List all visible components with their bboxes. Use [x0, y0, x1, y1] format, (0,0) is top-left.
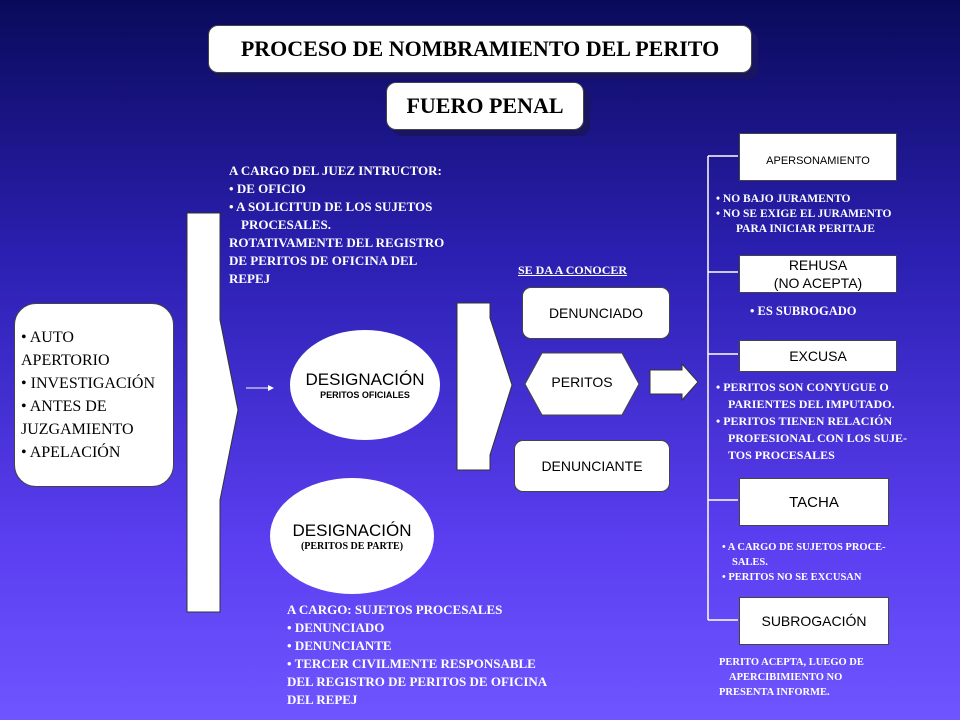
- stage-apelacion: • APELACIÓN: [21, 441, 161, 464]
- excusa-note: TOS PROCESALES: [728, 448, 835, 462]
- stage-antes-juzgamiento: • ANTES DE JUZGAMIENTO: [21, 395, 151, 441]
- left-stages-box: [14, 303, 174, 487]
- excusa-note: PROFESIONAL CON LOS SUJE-: [728, 431, 908, 445]
- designacion-oficial-sub: PERITOS OFICIALES: [320, 390, 410, 400]
- subrogacion-notes: [719, 655, 864, 700]
- subrogacion-box: [739, 597, 889, 645]
- top-note-item: • DE OFICIO: [229, 180, 519, 198]
- top-note-line: DE PERITOS DE OFICINA DEL: [229, 253, 418, 268]
- bottom-note-heading: A CARGO: SUJETOS PROCESALES: [287, 602, 503, 617]
- bottom-note-item: • TERCER CIVILMENTE RESPONSABLE: [287, 655, 627, 673]
- top-note-item: • A SOLICITUD DE LOS SUJETOS: [229, 198, 519, 216]
- excusa-note: • PERITOS TIENEN RELACIÓN: [716, 413, 907, 430]
- rehusa-sublabel: (NO ACEPTA): [773, 275, 863, 291]
- designacion-parte-sub: (PERITOS DE PARTE): [300, 540, 404, 552]
- denunciado-label: DENUNCIADO: [548, 305, 644, 321]
- page-subtitle: FUERO PENAL: [406, 93, 564, 118]
- peritos-arrow: [650, 364, 698, 400]
- excusa-note: • PERITOS SON CONYUGUE O: [716, 379, 907, 396]
- excusa-box: [739, 340, 897, 372]
- peritos-label: PERITOS: [551, 374, 613, 390]
- subrogacion-note: PERITO ACEPTA, LUEGO DE: [719, 657, 864, 668]
- bottom-note-line: DEL REGISTRO DE PERITOS DE OFICINA: [287, 674, 548, 689]
- rehusa-note: [750, 304, 857, 319]
- subrogacion-note: PRESENTA INFORME.: [719, 687, 830, 698]
- middle-bracket-shape: [457, 303, 512, 470]
- tacha-label: TACHA: [789, 493, 839, 511]
- denunciante-label: DENUNCIANTE: [541, 458, 643, 474]
- top-note-line: REPEJ: [229, 271, 271, 286]
- excusa-label: EXCUSA: [789, 348, 847, 364]
- stage-investigacion: • INVESTIGACIÓN: [21, 372, 161, 395]
- tacha-notes: [722, 540, 886, 585]
- bottom-note-item: • DENUNCIANTE: [287, 637, 627, 655]
- rehusa-note-text: • ES SUBROGADO: [750, 304, 857, 319]
- apersonamiento-note: • NO BAJO JURAMENTO: [716, 192, 891, 207]
- tacha-note: • PERITOS NO SE EXCUSAN: [722, 570, 886, 585]
- designacion-parte-node: [270, 478, 434, 594]
- apersonamiento-box: [739, 133, 897, 181]
- top-note-heading: A CARGO DEL JUEZ INTRUCTOR:: [229, 163, 442, 178]
- excusa-note: PARIENTES DEL IMPUTADO.: [728, 397, 895, 411]
- excusa-notes: [716, 379, 907, 464]
- tacha-box: [739, 478, 889, 526]
- bottom-note-line: DEL REPEJ: [287, 692, 358, 707]
- tacha-note: • A CARGO DE SUJETOS PROCE-: [722, 540, 886, 555]
- tacha-note: SALES.: [732, 557, 768, 568]
- subrogacion-note: APERCIBIMIENTO NO: [729, 672, 843, 683]
- designacion-parte-title: DESIGNACIÓN: [292, 520, 412, 540]
- stage-auto-apertorio: • AUTO APERTORIO: [21, 326, 161, 372]
- top-note-line: ROTATIVAMENTE DEL REGISTRO: [229, 235, 445, 250]
- bottom-note-item: • DENUNCIADO: [287, 619, 627, 637]
- top-note: [229, 162, 519, 288]
- apersonamiento-label: APERSONAMIENTO: [766, 155, 870, 167]
- rehusa-box: [739, 255, 897, 293]
- top-note-item: PROCESALES.: [241, 217, 331, 232]
- se-da-a-conocer-label: SE DA A CONOCER: [518, 263, 628, 277]
- designacion-oficial-title: DESIGNACIÓN: [305, 370, 425, 389]
- apersonamiento-note: • NO SE EXIGE EL JURAMENTO: [716, 207, 891, 222]
- bottom-note: [287, 601, 627, 709]
- subrogacion-label: SUBROGACIÓN: [761, 613, 867, 629]
- designacion-oficial-node: [290, 330, 440, 440]
- denunciante-box: [514, 440, 670, 492]
- rehusa-label: REHUSA: [788, 257, 848, 273]
- denunciado-box: [522, 287, 670, 339]
- apersonamiento-note: PARA INICIAR PERITAJE: [736, 223, 875, 235]
- apersonamiento-notes: [716, 192, 891, 237]
- page-title: PROCESO DE NOMBRAMIENTO DEL PERITO: [240, 36, 720, 61]
